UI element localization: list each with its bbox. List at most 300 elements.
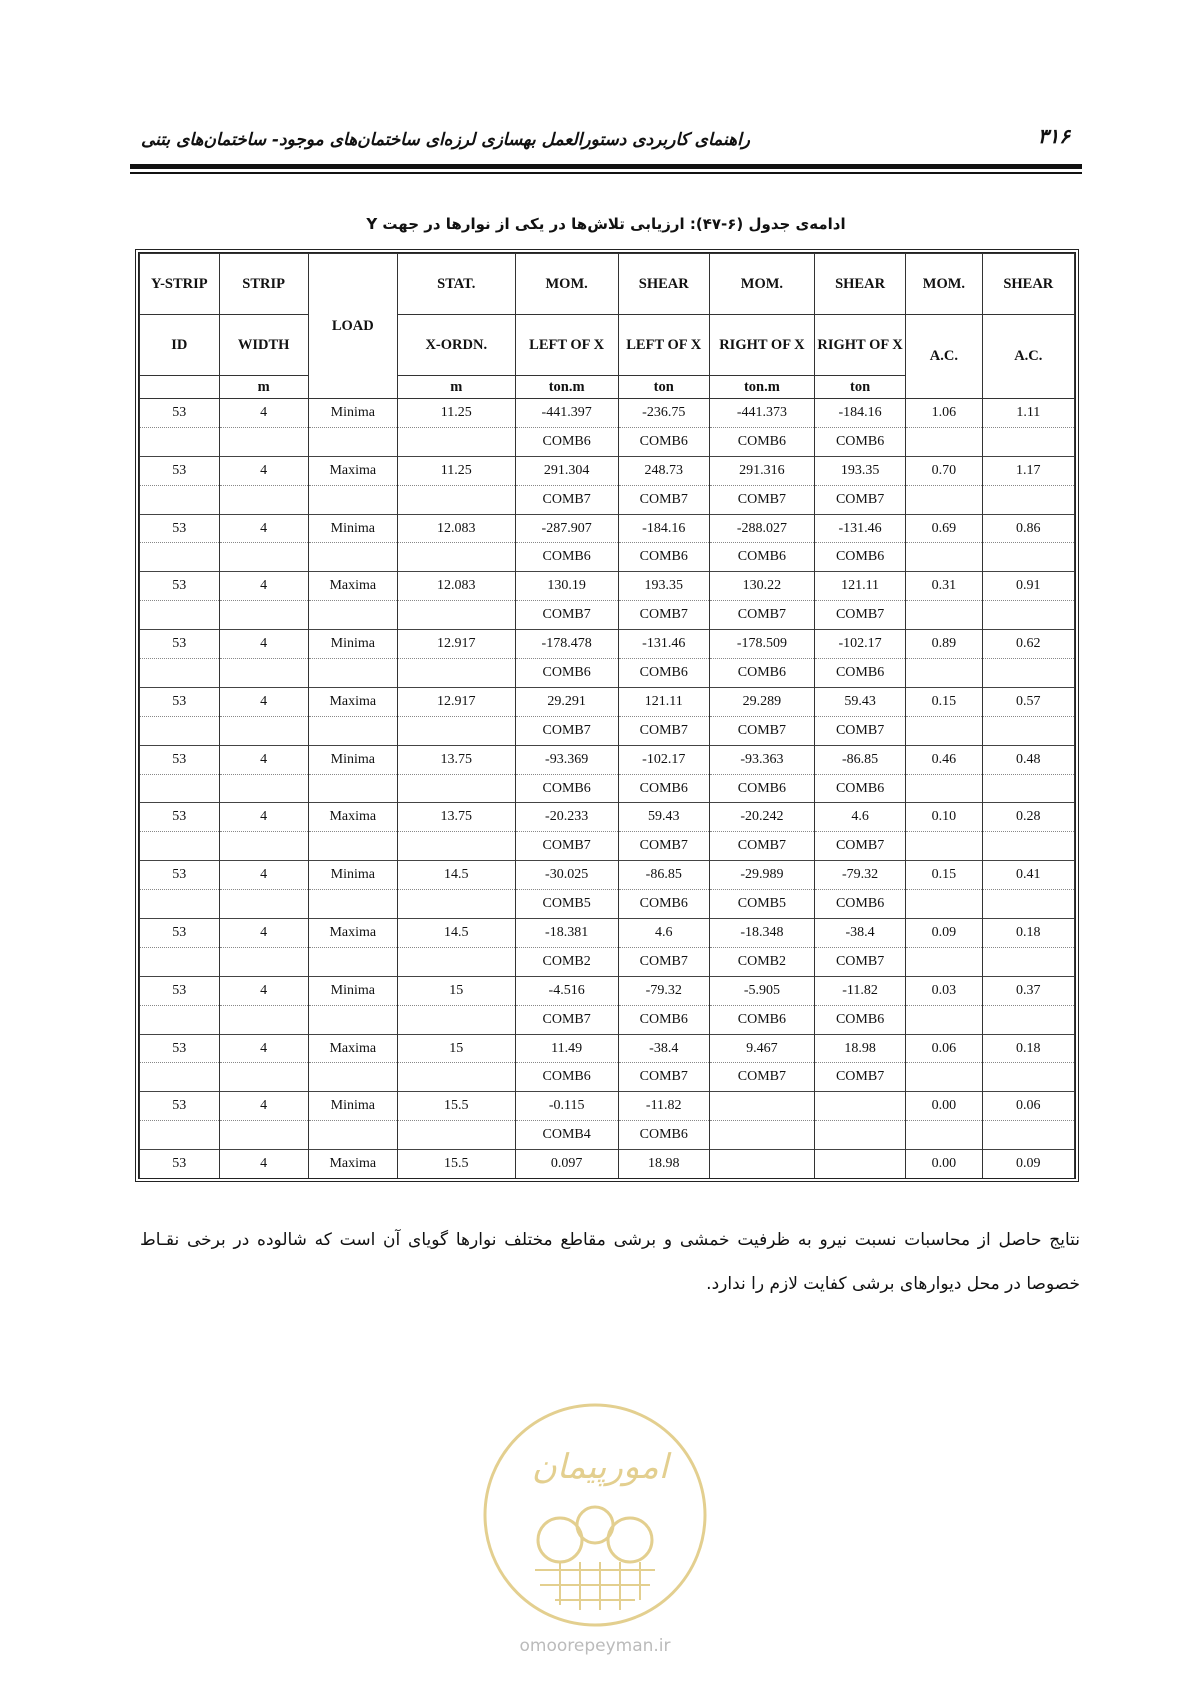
header-cell: RIGHT OF X [709,315,814,376]
table-cell-mom-r: -178.509 [709,630,814,659]
table-cell-load: Minima [308,399,397,428]
table-cell-empty [308,1121,397,1150]
table-cell-mom-r: -5.905 [709,976,814,1005]
table-cell-x: 12.083 [397,572,515,601]
table-cell-mom-r: -29.989 [709,861,814,890]
table-cell-width: 4 [219,919,308,948]
table-cell-empty [397,890,515,919]
table-row-combination [140,485,1075,514]
table-cell-combination: COMB6 [814,427,905,456]
table-cell-width: 4 [219,976,308,1005]
table-cell-empty [982,774,1074,803]
table-cell-x: 13.75 [397,745,515,774]
table-cell-mom-ac: 0.06 [906,1034,982,1063]
table-cell-shear-r: 59.43 [814,687,905,716]
table-cell-combination: COMB7 [618,716,709,745]
table-row [140,687,1075,716]
table-row-combination [140,947,1075,976]
table-cell-empty [140,659,220,688]
table-cell-empty [308,543,397,572]
header-cell: SHEAR [618,254,709,315]
seal-ring [485,1405,705,1625]
table-cell-empty [982,1005,1074,1034]
unit-cell: ton [618,376,709,399]
grid-icon [535,1562,655,1610]
table-cell-empty [308,427,397,456]
table-cell-combination: COMB6 [814,543,905,572]
table-row-combination [140,601,1075,630]
table-cell-x: 11.25 [397,399,515,428]
table-cell-load: Maxima [308,919,397,948]
header-cell: A.C. [906,315,982,399]
table-cell-combination: COMB6 [515,543,618,572]
header-cell: STRIP [219,254,308,315]
table-cell-combination: COMB7 [515,716,618,745]
table-cell-empty [906,716,982,745]
table-cell-mom-ac: 0.31 [906,572,982,601]
table-cell-shear-ac: 1.17 [982,456,1074,485]
table-cell-combination: COMB7 [814,832,905,861]
header-rule-thin [130,172,1082,174]
table-cell-width: 4 [219,1150,308,1178]
table-cell-mom-ac: 0.69 [906,514,982,543]
unit-cell: m [397,376,515,399]
table-cell-width: 4 [219,687,308,716]
table-cell-shear-ac: 0.62 [982,630,1074,659]
table-cell-load: Maxima [308,1150,397,1178]
table-cell-combination: COMB6 [814,659,905,688]
table-cell-combination: COMB6 [814,1005,905,1034]
table-cell-shear-l: -79.32 [618,976,709,1005]
table-cell-mom-r: 29.289 [709,687,814,716]
table-row-combination [140,1063,1075,1092]
table-row-combination [140,543,1075,572]
table-row-combination [140,716,1075,745]
table-cell-mom-ac: 0.15 [906,861,982,890]
table-cell-empty [906,427,982,456]
table-cell-combination: COMB6 [618,659,709,688]
header-cell: MOM. [515,254,618,315]
table-cell-empty [140,832,220,861]
table-cell-empty [140,947,220,976]
table-cell-combination: COMB7 [515,485,618,514]
table-cell-load: Minima [308,745,397,774]
table-cell-mom-l: -4.516 [515,976,618,1005]
unit-cell [140,376,220,399]
table-row [140,976,1075,1005]
table-cell-empty [982,601,1074,630]
table-cell-mom-l: 11.49 [515,1034,618,1063]
table-cell-empty [308,1063,397,1092]
table-cell-id: 53 [140,1092,220,1121]
header-cell: LEFT OF X [618,315,709,376]
table-cell-empty [219,543,308,572]
table-cell-combination: COMB6 [515,659,618,688]
table-cell-empty [397,832,515,861]
table-cell-id: 53 [140,572,220,601]
table-cell-shear-ac: 0.37 [982,976,1074,1005]
table-cell-empty [219,890,308,919]
table-cell-combination: COMB2 [515,947,618,976]
table-row-combination [140,659,1075,688]
table-cell-shear-r: -102.17 [814,630,905,659]
table-cell-shear-r: 4.6 [814,803,905,832]
table-cell-combination: COMB7 [618,832,709,861]
page-number: ۳۱۶ [1037,124,1070,148]
table-cell-shear-l: -38.4 [618,1034,709,1063]
table-cell-empty [397,1121,515,1150]
table-cell-load: Maxima [308,1034,397,1063]
table-cell-shear-r: -86.85 [814,745,905,774]
table-cell-shear-r: -11.82 [814,976,905,1005]
table-cell-shear-r [814,1150,905,1178]
table-cell-empty [397,716,515,745]
table-cell-width: 4 [219,745,308,774]
table-cell-mom-r: 291.316 [709,456,814,485]
table-row-combination [140,1121,1075,1150]
table-row [140,1034,1075,1063]
table-cell-combination: COMB7 [515,1005,618,1034]
table-cell-shear-l: 193.35 [618,572,709,601]
table-cell-width: 4 [219,1092,308,1121]
table-row [140,861,1075,890]
table-cell-empty [982,485,1074,514]
table-cell-combination: COMB6 [515,427,618,456]
table-cell-shear-ac: 0.91 [982,572,1074,601]
table-cell-shear-ac: 1.11 [982,399,1074,428]
table-cell-load: Maxima [308,803,397,832]
running-title: راهنمای کاربردی دستورالعمل بهسازی لرزه‌ای ساختمان‌های موجود- ساختمان‌های بتنی [140,130,750,150]
table-cell-mom-l: -287.907 [515,514,618,543]
table-cell-mom-r: -93.363 [709,745,814,774]
table-cell-mom-ac: 1.06 [906,399,982,428]
table-cell-empty [982,890,1074,919]
table-cell-empty [219,1121,308,1150]
table-cell-empty [140,485,220,514]
table-cell-mom-r [709,1092,814,1121]
table-cell-shear-l: -11.82 [618,1092,709,1121]
unit-cell: m [219,376,308,399]
table-cell-combination: COMB7 [814,601,905,630]
table-cell-combination: COMB5 [709,890,814,919]
table-cell-load: Minima [308,976,397,1005]
table-cell-id: 53 [140,456,220,485]
table-cell-mom-r: -288.027 [709,514,814,543]
table-cell-mom-r [709,1150,814,1178]
table-cell-combination: COMB7 [814,485,905,514]
table-cell-shear-ac: 0.86 [982,514,1074,543]
table-cell-shear-r: -79.32 [814,861,905,890]
table-caption: ادامه‌ی جدول (۶-۴۷): ارزیابی تلاش‌ها در یکی از نوارها در جهت Y [366,215,846,233]
table-cell-empty [906,890,982,919]
table-cell-combination: COMB7 [814,1063,905,1092]
table-cell-empty [906,485,982,514]
table-cell-id: 53 [140,514,220,543]
table-cell-shear-ac: 0.18 [982,1034,1074,1063]
table-cell-id: 53 [140,745,220,774]
table-cell-combination: COMB6 [618,1005,709,1034]
table-cell-empty [906,1063,982,1092]
table-cell-combination: COMB6 [814,890,905,919]
table-cell-combination: COMB6 [709,1005,814,1034]
header-cell: X-ORDN. [397,315,515,376]
seal-logo-text: امورپیمان [531,1447,669,1487]
header-cell: MOM. [709,254,814,315]
header-cell: A.C. [982,315,1074,399]
table-cell-empty [308,774,397,803]
table-cell-combination: COMB7 [709,485,814,514]
table-cell-x: 12.083 [397,514,515,543]
header-cell: RIGHT OF X [814,315,905,376]
watermark-seal [480,1400,710,1630]
data-table-frame [135,249,1079,1182]
table-cell-combination: COMB6 [618,427,709,456]
table-cell-empty [140,1005,220,1034]
table-cell-combination: COMB6 [618,774,709,803]
table-cell-load: Minima [308,630,397,659]
table-cell-combination: COMB7 [515,601,618,630]
table-cell-empty [982,1063,1074,1092]
table-cell-x: 11.25 [397,456,515,485]
table-cell-empty [906,1121,982,1150]
table-cell-width: 4 [219,861,308,890]
table-cell-mom-r: 130.22 [709,572,814,601]
table-cell-mom-ac: 0.00 [906,1092,982,1121]
data-table [139,253,1075,1178]
table-row [140,1150,1075,1178]
table-cell-shear-l: -102.17 [618,745,709,774]
table-cell-mom-l: 0.097 [515,1150,618,1178]
header-cell: MOM. [906,254,982,315]
table-cell-id: 53 [140,687,220,716]
table-cell-empty [982,1121,1074,1150]
table-row [140,630,1075,659]
table-cell-empty [140,601,220,630]
table-cell-empty [397,427,515,456]
table-row [140,803,1075,832]
table-cell-empty [219,659,308,688]
table-cell-shear-ac: 0.18 [982,919,1074,948]
table-cell-empty [219,1063,308,1092]
table-cell-empty [397,601,515,630]
table-cell-empty [906,832,982,861]
table-cell-mom-ac: 0.70 [906,456,982,485]
table-cell-empty [397,947,515,976]
body-paragraph: نتایج حاصل از محاسبات نسبت نیرو به ظرفیت خمشی و برشی مقاطع مختلف نوارها گویای آن است که شالوده در برخی نقـاط خصوصا در محل دیوارهای برشی کفایت لازم را ندارد. [140,1230,1080,1294]
unit-cell: ton [814,376,905,399]
table-cell-empty [906,1005,982,1034]
table-cell-empty [219,716,308,745]
table-cell-mom-l: -0.115 [515,1092,618,1121]
table-cell-shear-ac: 0.06 [982,1092,1074,1121]
table-cell-id: 53 [140,976,220,1005]
table-cell-id: 53 [140,919,220,948]
table-cell-empty [397,543,515,572]
table-cell-load: Minima [308,514,397,543]
table-cell-combination: COMB7 [709,716,814,745]
table-cell-shear-l: 18.98 [618,1150,709,1178]
table-cell-shear-r: -131.46 [814,514,905,543]
header-cell: LEFT OF X [515,315,618,376]
table-cell-empty [308,890,397,919]
table-cell-mom-ac: 0.89 [906,630,982,659]
table-cell-width: 4 [219,572,308,601]
watermark-url: omoorepeyman.ir [519,1636,671,1656]
header-cell: SHEAR [814,254,905,315]
table-cell-combination: COMB6 [709,774,814,803]
table-cell-id: 53 [140,803,220,832]
table-cell-empty [397,1063,515,1092]
table-cell-combination: COMB7 [618,485,709,514]
table-cell-combination: COMB7 [618,947,709,976]
table-cell-empty [982,832,1074,861]
table-cell-shear-l: -184.16 [618,514,709,543]
table-cell-id: 53 [140,399,220,428]
table-cell-combination: COMB7 [515,832,618,861]
table-cell-empty [906,601,982,630]
table-cell-combination: COMB7 [814,716,905,745]
table-cell-combination: COMB7 [709,832,814,861]
table-cell-mom-r: -441.373 [709,399,814,428]
table-cell-empty [308,485,397,514]
table-cell-x: 15.5 [397,1092,515,1121]
table-body [140,399,1075,1179]
table-row-combination [140,832,1075,861]
table-cell-empty [982,659,1074,688]
table-cell-width: 4 [219,1034,308,1063]
header-rule-thick [130,164,1082,169]
table-cell-combination: COMB4 [515,1121,618,1150]
table-cell-x: 12.917 [397,630,515,659]
table-cell-empty [397,659,515,688]
table-cell-shear-ac: 0.09 [982,1150,1074,1178]
table-cell-empty [982,543,1074,572]
table-cell-shear-r: 18.98 [814,1034,905,1063]
table-cell-combination: COMB7 [709,601,814,630]
table-cell-mom-l: -20.233 [515,803,618,832]
table-cell-combination: COMB6 [618,543,709,572]
unit-cell: ton.m [515,376,618,399]
table-cell-empty [982,427,1074,456]
table-cell-empty [140,774,220,803]
table-cell-empty [906,543,982,572]
table-cell-empty [397,485,515,514]
table-cell-width: 4 [219,456,308,485]
table-cell-combination: COMB6 [515,774,618,803]
table-cell-mom-l: -178.478 [515,630,618,659]
table-cell-mom-r: 9.467 [709,1034,814,1063]
table-cell-empty [140,1121,220,1150]
table-cell-shear-l: -131.46 [618,630,709,659]
table-cell-load: Maxima [308,456,397,485]
table-cell-x: 12.917 [397,687,515,716]
table-cell-mom-r: -18.348 [709,919,814,948]
table-cell-mom-ac: 0.10 [906,803,982,832]
header-cell: SHEAR [982,254,1074,315]
table-cell-load: Maxima [308,687,397,716]
table-cell-shear-ac: 0.28 [982,803,1074,832]
header-cell: LOAD [308,254,397,399]
table-cell-x: 14.5 [397,861,515,890]
table-cell-combination: COMB6 [709,659,814,688]
table-row-combination [140,774,1075,803]
table-cell-empty [308,947,397,976]
table-cell-x: 15 [397,1034,515,1063]
unit-cell: ton.m [709,376,814,399]
table-cell-shear-ac: 0.41 [982,861,1074,890]
table-cell-empty [140,427,220,456]
table-row-combination [140,427,1075,456]
table-cell-id: 53 [140,861,220,890]
table-cell-combination: COMB6 [709,427,814,456]
table-cell-combination: COMB7 [618,601,709,630]
table-cell-empty [140,890,220,919]
table-cell-shear-r: -38.4 [814,919,905,948]
table-cell-mom-ac: 0.15 [906,687,982,716]
table-cell-mom-l: 291.304 [515,456,618,485]
table-cell-shear-r [814,1092,905,1121]
table-cell-empty [308,832,397,861]
table-cell-empty [308,716,397,745]
table-row-combination [140,890,1075,919]
table-cell-empty [219,1005,308,1034]
table-cell-width: 4 [219,803,308,832]
table-cell-mom-l: 130.19 [515,572,618,601]
table-cell-mom-ac: 0.03 [906,976,982,1005]
table-cell-empty [219,485,308,514]
table-cell-mom-ac: 0.00 [906,1150,982,1178]
table-row-combination [140,1005,1075,1034]
table-cell-x: 14.5 [397,919,515,948]
table-cell-x: 15 [397,976,515,1005]
table-cell-id: 53 [140,630,220,659]
table-cell-width: 4 [219,514,308,543]
table-cell-empty [140,1063,220,1092]
table-row [140,1092,1075,1121]
table-cell-id: 53 [140,1150,220,1178]
table-cell-combination: COMB5 [515,890,618,919]
table-cell-width: 4 [219,399,308,428]
table-cell-shear-ac: 0.57 [982,687,1074,716]
table-cell-load: Minima [308,1092,397,1121]
table-row [140,919,1075,948]
table-cell-combination: COMB7 [814,947,905,976]
table-cell-empty [308,1005,397,1034]
table-cell-empty [219,601,308,630]
table-cell-mom-ac: 0.09 [906,919,982,948]
table-cell-shear-l: -86.85 [618,861,709,890]
table-cell-mom-l: 29.291 [515,687,618,716]
table-cell-mom-ac: 0.46 [906,745,982,774]
table-cell-x: 13.75 [397,803,515,832]
header-cell: Y-STRIP [140,254,220,315]
table-cell-load: Minima [308,861,397,890]
table-cell-width: 4 [219,630,308,659]
table-cell-empty [308,601,397,630]
table-cell-empty [140,716,220,745]
table-cell-combination: COMB6 [709,543,814,572]
table-cell-shear-r: 121.11 [814,572,905,601]
table-row [140,745,1075,774]
table-cell-load: Maxima [308,572,397,601]
table-cell-empty [219,774,308,803]
table-cell-empty [219,947,308,976]
table-cell-combination [709,1121,814,1150]
table-cell-shear-l: 59.43 [618,803,709,832]
header-cell: ID [140,315,220,376]
table-cell-empty [219,832,308,861]
table-cell-combination: COMB7 [618,1063,709,1092]
